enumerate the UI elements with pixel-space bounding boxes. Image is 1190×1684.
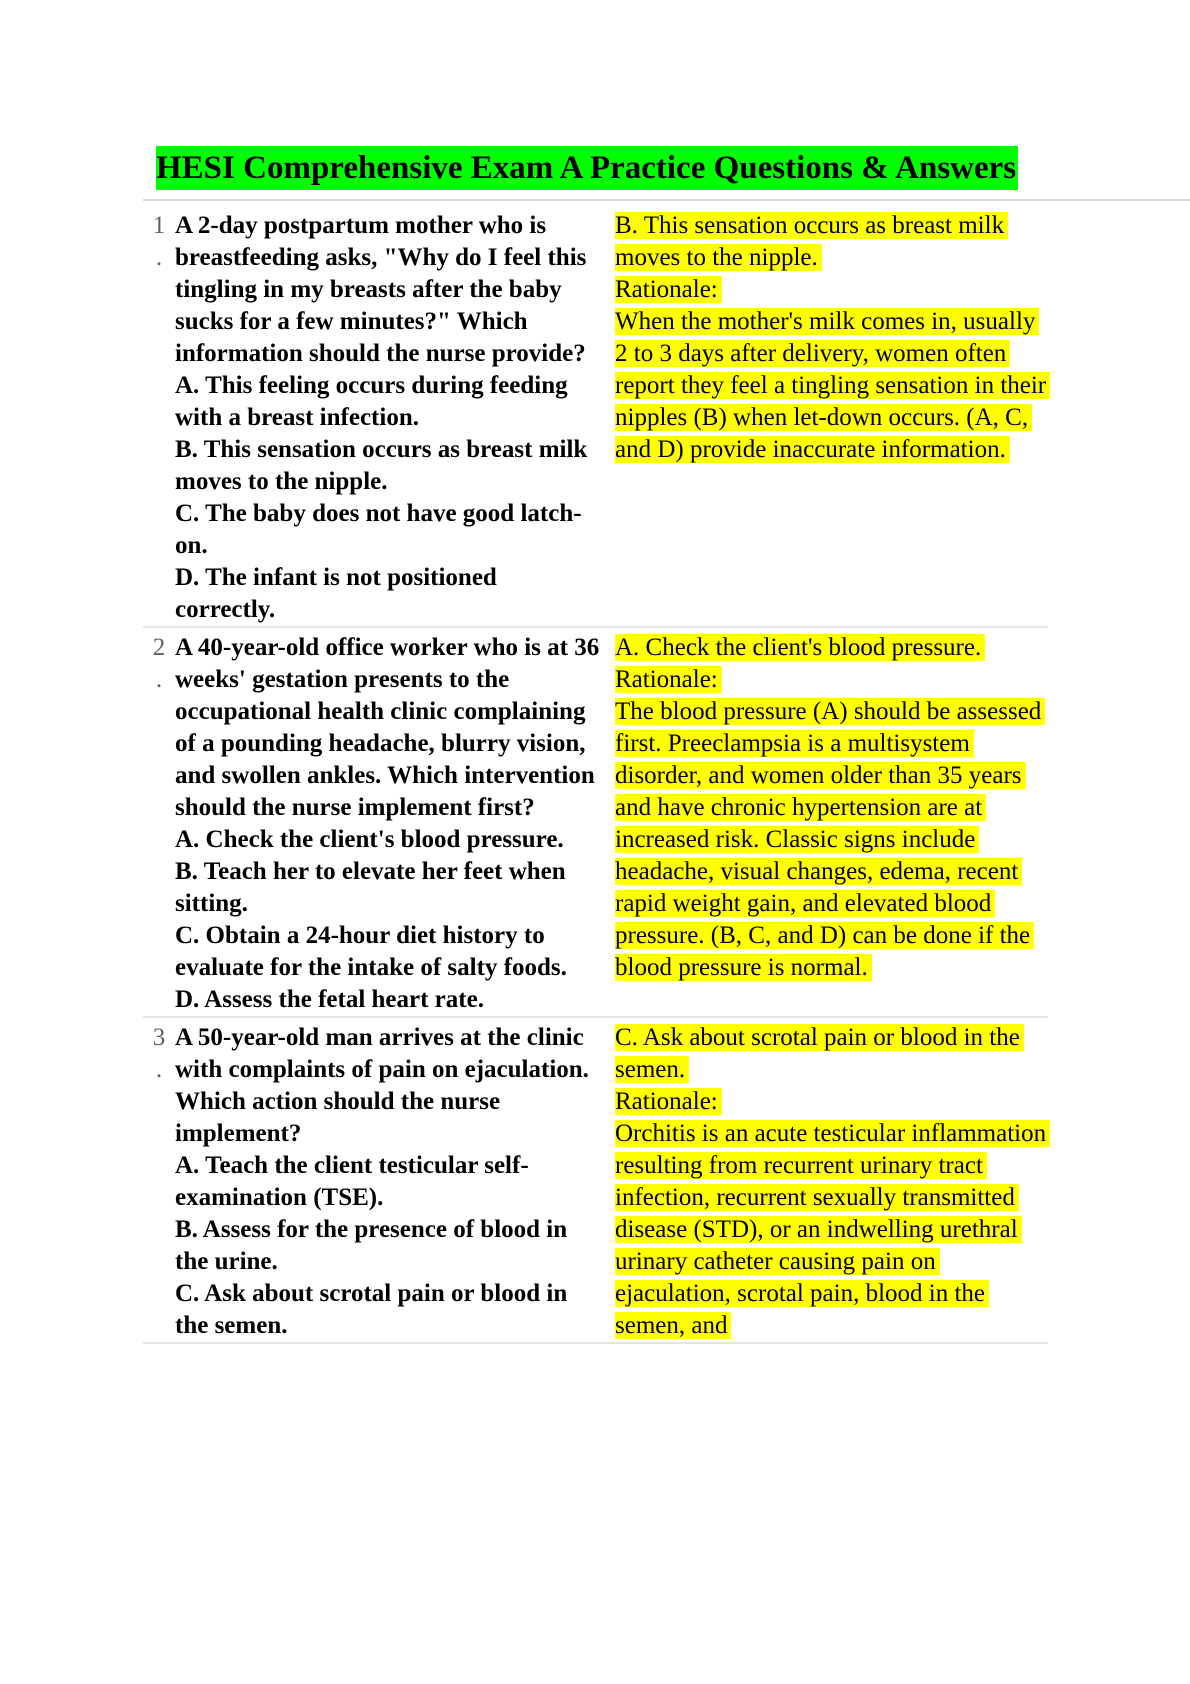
qa-table	[143, 206, 1048, 1344]
option-a: A. Check the client's blood pressure.	[175, 826, 564, 853]
option-c: C. The baby does not have good latch-on.	[175, 500, 582, 559]
option-b: B. This sensation occurs as breast milk moves to the nipple.	[175, 436, 588, 495]
page-title: HESI Comprehensive Exam A Practice Questions & Answers	[156, 146, 1018, 190]
qa-row	[143, 1018, 1048, 1344]
option-d: D. The infant is not positioned correctly.	[175, 564, 497, 623]
answer-text	[615, 210, 1048, 626]
rationale-label: Rationale:	[615, 1088, 722, 1115]
question-stem: A 2-day postpartum mother who is breastfeeding asks, "Why do I feel this tingling in my breasts after the baby sucks for a few minutes?" Which information should the nurse provide?	[175, 212, 587, 367]
title-block	[156, 146, 1018, 190]
question-number-digit: 2	[152, 634, 166, 661]
question-stem: A 50-year-old man arrives at the clinic with complaints of pain on ejaculation. Which action should the nurse implement?	[175, 1024, 589, 1147]
rationale-label: Rationale:	[615, 276, 722, 303]
question-number-dot: .	[155, 244, 163, 271]
option-c: C. Obtain a 24-hour diet history to evaluate for the intake of salty foods.	[175, 922, 567, 981]
option-b: B. Assess for the presence of blood in the urine.	[175, 1216, 568, 1275]
question-number-dot: .	[155, 1056, 163, 1083]
answer-text	[615, 632, 1048, 1016]
rationale-text: Orchitis is an acute testicular inflammation resulting from recurrent urinary tract infection, recurrent sexually transmitted disease (STD), or an indwelling urethral urinary catheter causing pain on ejaculation, scrotal pain, blood in the semen, and	[615, 1120, 1050, 1339]
option-b: B. Teach her to elevate her feet when sitting.	[175, 858, 566, 917]
answer-choice: A. Check the client's blood pressure.	[615, 634, 985, 661]
question-number-digit: 3	[152, 1024, 166, 1051]
question-number-digit: 1	[152, 212, 166, 239]
qa-row	[143, 206, 1048, 628]
answer-choice: B. This sensation occurs as breast milk moves to the nipple.	[615, 212, 1008, 271]
option-a: A. This feeling occurs during feeding with a breast infection.	[175, 372, 568, 431]
rationale-text: The blood pressure (A) should be assessed first. Preeclampsia is a multisystem disorder, and women older than 35 years and have chronic hypertension are at increased risk. Classic signs include headache, visual changes, edema, recent rapid weight gain, and elevated blood pressure. (B, C, and D) can be done if the blood pressure is normal.	[615, 698, 1045, 981]
rationale-text: When the mother's milk comes in, usually 2 to 3 days after delivery, women often report they feel a tingling sensation in their nipples (B) when let-down occurs. (A, C, and D) provide inaccurate information.	[615, 308, 1050, 463]
question-text	[175, 1022, 615, 1342]
option-d: D. Assess the fetal heart rate.	[175, 986, 484, 1013]
question-number	[143, 1022, 175, 1342]
question-number-dot: .	[155, 666, 163, 693]
rationale-label: Rationale:	[615, 666, 722, 693]
answer-text	[615, 1022, 1048, 1342]
question-stem: A 40-year-old office worker who is at 36 weeks' gestation presents to the occupational health clinic complaining of a pounding headache, blurry vision, and swollen ankles. Which intervention should the nurse implement first?	[175, 634, 600, 821]
question-text	[175, 632, 615, 1016]
question-number	[143, 632, 175, 1016]
qa-row	[143, 628, 1048, 1018]
question-number	[143, 210, 175, 626]
title-divider	[143, 199, 1190, 201]
answer-choice: C. Ask about scrotal pain or blood in the semen.	[615, 1024, 1024, 1083]
question-text	[175, 210, 615, 626]
option-a: A. Teach the client testicular self-examination (TSE).	[175, 1152, 529, 1211]
option-c: C. Ask about scrotal pain or blood in the semen.	[175, 1280, 568, 1339]
